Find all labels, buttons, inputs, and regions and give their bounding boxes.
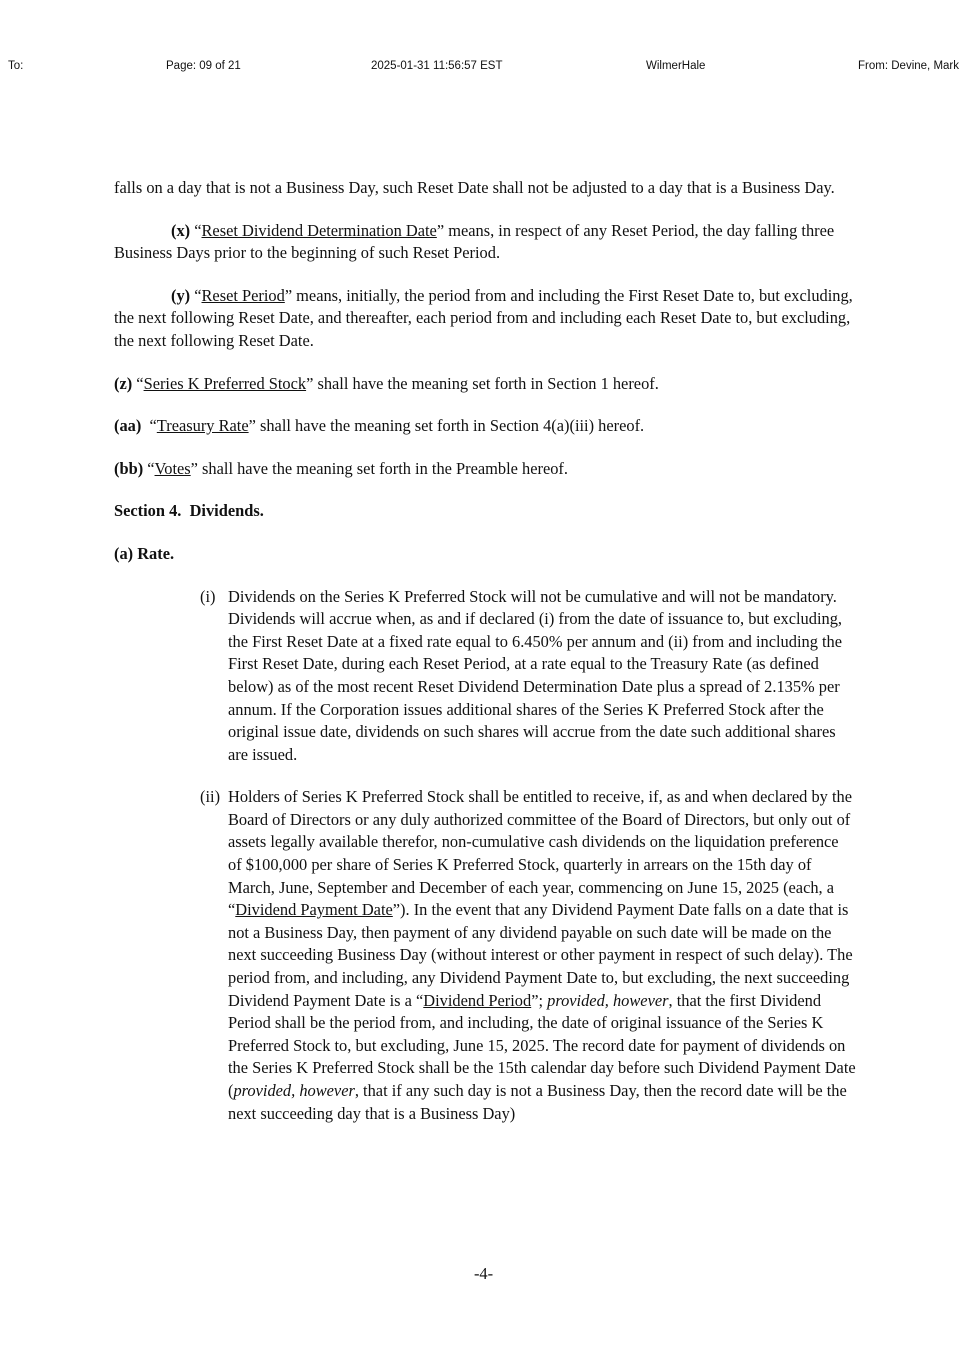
definition-label: (x) — [171, 220, 191, 240]
document-body — [114, 177, 856, 1145]
fax-page-count: Page: 09 of 21 — [166, 60, 241, 72]
defined-term: Treasury Rate — [156, 416, 249, 436]
fax-firm: WilmerHale — [646, 60, 706, 72]
subsection-heading: (a) Rate. — [114, 543, 175, 563]
fax-to: To: — [8, 60, 24, 72]
list-item-text: Dividends on the Series K Preferred Stock will not be cumulative and will not be mandatory. Dividends will accrue when, as and if declared (i) from the date of issuance to, but excluding, the First Reset Date at a fixed rate equal to 6.450% per annum and (ii) from and including the First Reset Date, during each Reset Period, at a rate equal to the Treasury Rate (as defined below) as of the most recent Reset Dividend Determination Date plus a spread of 2.135% per annum. If the Corporation issues additional shares of the Series K Preferred Stock after the original issue date, dividends on such shares will accrue from the date such additional shares are issued. — [228, 586, 843, 764]
definition-bb: (bb) “Votes” shall have the meaning set forth in the Preamble hereof. — [114, 458, 568, 478]
definition-label: (bb) — [114, 458, 144, 478]
continuation-paragraph: falls on a day that is not a Business Day, such Reset Date shall not be adjusted to a day that is a Business Day. — [114, 178, 835, 197]
defined-term: Dividend Payment Date — [235, 900, 393, 920]
definition-x: (x) “Reset Dividend Determination Date” means, in respect of any Reset Period, the day falling three Business Days prior to the beginning of such Reset Period. — [114, 220, 835, 263]
definition-z: (z) “Series K Preferred Stock” shall have the meaning set forth in Section 1 hereof. — [114, 373, 659, 393]
list-item-number: (i) — [200, 586, 216, 606]
fax-timestamp: 2025-01-31 11:56:57 EST — [371, 60, 503, 72]
fax-header — [0, 60, 967, 76]
definition-label: (y) — [171, 285, 191, 305]
defined-term: Reset Dividend Determination Date — [201, 220, 437, 240]
definition-aa: (aa) “Treasury Rate” shall have the meaning set forth in Section 4(a)(iii) hereof. — [114, 416, 645, 436]
definition-label: (aa) — [114, 416, 142, 436]
list-item-i — [200, 586, 856, 767]
list-item-number: (ii) — [200, 787, 221, 807]
list-item-text: Holders of Series K Preferred Stock shall be entitled to receive, if, as and when declared by the Board of Directors or any duly authorized committee of the Board of Directors, but only out of assets legally available therefor, non-cumulative cash dividends on the liquidation preference of $100,000 per share of Series K Preferred Stock, quarterly in arrears on the 15th day of March, June, September and December of each year, commencing on June 15, 2025 (each, a “Dividend Payment Date”). In the event that any Dividend Payment Date falls on a date that is not a Business Day, then payment of any dividend payable on such date will be made on the next succeeding Business Day (without interest or other payment in respect of such delay). The period from, and including, any Dividend Payment Date to, but excluding, the next succeeding Dividend Payment Date is a “Dividend Period”; provided, however, that the first Dividend Period shall be the period from, and including, the date of original issuance of the Series K Preferred Stock to, but excluding, June 15, 2025. The record date for payment of dividends on the Series K Preferred Stock shall be the 15th calendar day before such Dividend Payment Date (provided, however, that if any such day is not a Business Day, then the record date will be the next succeeding day that is a Business Day) — [228, 787, 856, 1123]
definition-label: (z) — [114, 373, 133, 393]
defined-term: Dividend Period — [423, 990, 532, 1010]
fax-from: From: Devine, Mark — [858, 60, 959, 72]
italic-proviso: provided, however — [547, 990, 669, 1010]
page-number: -4- — [473, 1264, 494, 1283]
defined-term: Reset Period — [201, 285, 285, 305]
defined-term: Series K Preferred Stock — [143, 373, 307, 393]
definition-y: (y) “Reset Period” means, initially, the period from and including the First Reset Date to, but excluding, the next following Reset Date, and thereafter, each period from and including each Reset Date to, but excluding, the next following Reset Date. — [114, 285, 853, 350]
list-item-ii — [200, 786, 856, 1125]
section-heading: Section 4. Dividends. — [114, 501, 264, 521]
defined-term: Votes — [154, 458, 191, 478]
italic-proviso: provided, however — [233, 1081, 355, 1100]
